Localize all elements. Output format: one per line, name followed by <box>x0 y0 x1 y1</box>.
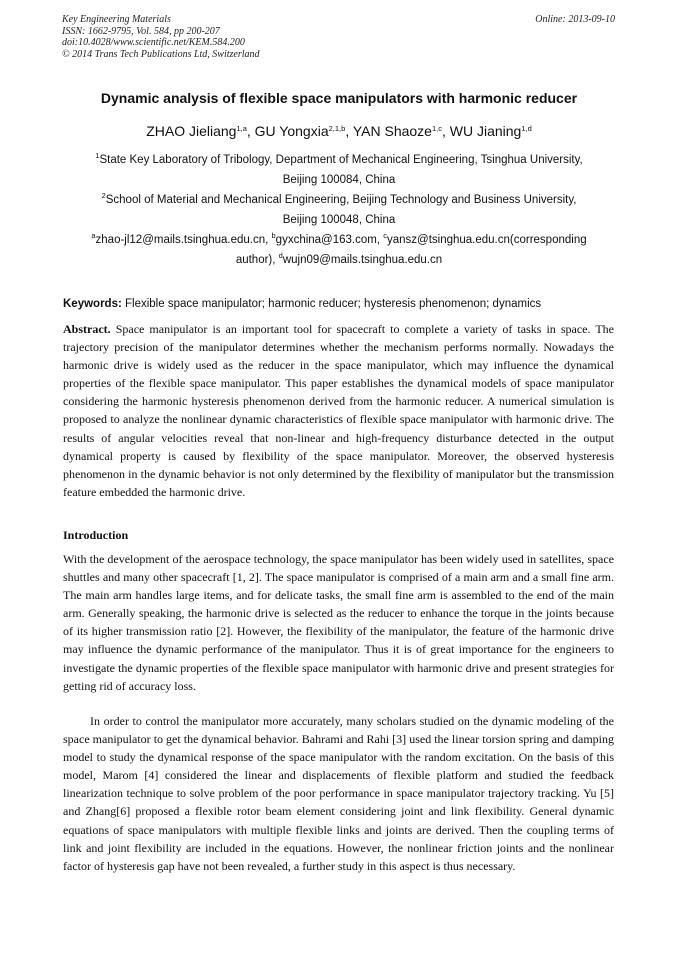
author-list <box>40 123 638 139</box>
keywords-text: Flexible space manipulator; harmonic reducer; hysteresis phenomenon; dynamics <box>125 298 542 310</box>
email-sup: c <box>383 231 387 240</box>
section-heading-introduction: Introduction <box>63 528 129 542</box>
affiliation-2-line1 <box>62 190 616 210</box>
author-sep: , <box>246 123 255 139</box>
email-sup: b <box>271 231 276 240</box>
abstract <box>63 320 614 501</box>
keywords-label: Keywords: <box>63 298 122 310</box>
author-sup: 1,a <box>236 124 247 133</box>
affil-sup: 1 <box>95 151 100 160</box>
author-name: YAN Shaoze <box>352 123 432 139</box>
paper-title: Dynamic analysis of flexible space manipulators with harmonic reducer <box>100 90 578 106</box>
affiliation-1-line1 <box>62 150 616 170</box>
emails-line2 <box>62 250 616 270</box>
affiliation-2-line2: Beijing 100048, China <box>282 214 396 226</box>
online-date: Online: 2013-09-10 <box>535 14 615 25</box>
email-c[interactable]: yansz@tsinghua.edu.cn(corresponding <box>386 234 587 246</box>
journal-header <box>62 14 260 60</box>
journal-copyright: © 2014 Trans Tech Publications Ltd, Switzerland <box>62 48 260 60</box>
email-prefix: author), <box>235 254 279 266</box>
affil-text: School of Material and Mechanical Engineering, Beijing Technology and Business University, <box>105 194 577 206</box>
author-name: ZHAO Jieliang <box>146 123 237 139</box>
affiliation-1-line2: Beijing 100084, China <box>282 174 396 186</box>
affiliations <box>62 150 616 270</box>
keywords <box>63 298 541 310</box>
author-name: GU Yongxia <box>254 123 329 139</box>
journal-doi[interactable]: doi:10.4028/www.scientific.net/KEM.584.200 <box>62 37 245 48</box>
journal-issn: ISSN: 1662-9795, Vol. 584, pp 200-207 <box>62 25 220 37</box>
intro-paragraph-2 <box>63 712 614 875</box>
journal-name: Key Engineering Materials <box>62 14 171 25</box>
emails-line1 <box>62 230 616 250</box>
email-a[interactable]: zhao-jl12@mails.tsinghua.edu.cn, <box>95 234 272 246</box>
email-sup: d <box>278 251 283 260</box>
affil-sup: 2 <box>101 191 106 200</box>
author-sup: 1,c <box>431 124 442 133</box>
intro-paragraph-1 <box>63 550 614 695</box>
abstract-text: Space manipulator is an important tool for spacecraft to complete a variety of tasks in space. The trajectory precision of the manipulator determines whether the mechanism performs normally. Nowadays the harmonic drive is widely used as the reducer in the space manipulator, which may influence the dynamical properties of the flexible space manipulator. This paper establishes the dynamical models of space manipulator considering the harmonic hysteresis phenomenon derived from the harmonic reducer. A numerical simulation is proposed to analyze the nonlinear dynamic characteristics of flexible space manipulator with harmonic drive. The results of angular velocities reveal that non-linear and high-frequency disturbance detected in the output dynamical property is caused by flexibility of the space manipulator. Moreover, the observed hysteresis phenomenon in the dynamic behavior is not only determined by the flexibility of manipulator but the transmission feature embedded the harmonic drive. <box>63 322 614 499</box>
author-sep: , <box>441 123 450 139</box>
affil-text: State Key Laboratory of Tribology, Department of Mechanical Engineering, Tsinghua University, <box>99 154 583 166</box>
author-name: WU Jianing <box>449 123 522 139</box>
email-sup: a <box>91 231 96 240</box>
email-d[interactable]: wujn09@mails.tsinghua.edu.cn <box>282 254 443 266</box>
paragraph-text: With the development of the aerospace technology, the space manipulator has been widely used in satellites, space shuttles and many other spacecraft [1, 2]. The space manipulator is comprised of a main arm and a small fine arm. The main arm handles large items, and for delicate tasks, the small fine arm is assembled to the end of the main arm. Generally speaking, the harmonic drive is selected as the reducer to enhance the torque in the joints because of its higher transmission ratio [2]. However, the flexibility of the manipulator, the feature of the harmonic drive may influence the dynamic performance of the manipulator. Thus it is of great importance for the engineers to investigate the dynamic properties of the flexible space manipulator with harmonic drive and present strategies for getting rid of accuracy loss. <box>63 552 614 693</box>
paragraph-text: In order to control the manipulator more accurately, many scholars studied on the dynamic modeling of the space manipulator to get the dynamical behavior. Bahrami and Rahi [3] used the linear torsion spring and damping model to study the dynamical response of the space manipulator with the random excitation. On the basis of this model, Marom [4] considered the linear and displacements of flexible platform and studied the feedback linearization technique to solve problem of the poor performance in space manipulator trajectory tracking. Yu [5] and Zhang[6] proposed a flexible rotor beam element considering joint and link flexibility. General dynamic equations of space manipulators with multiple flexible links and joints are derived. Then the coupling terms of link and joint flexibility are included in the equations. However, the nonlinear friction joints and the nonlinear factor of hysteresis gap have not been revealed, a further study in this aspect is thus necessary. <box>63 714 614 873</box>
email-b[interactable]: gyxchina@163.com, <box>275 234 384 246</box>
author-sup: 2,1,b <box>328 124 346 133</box>
abstract-label: Abstract. <box>63 322 111 336</box>
author-sep: , <box>345 123 353 139</box>
author-sup: 1,d <box>521 124 532 133</box>
